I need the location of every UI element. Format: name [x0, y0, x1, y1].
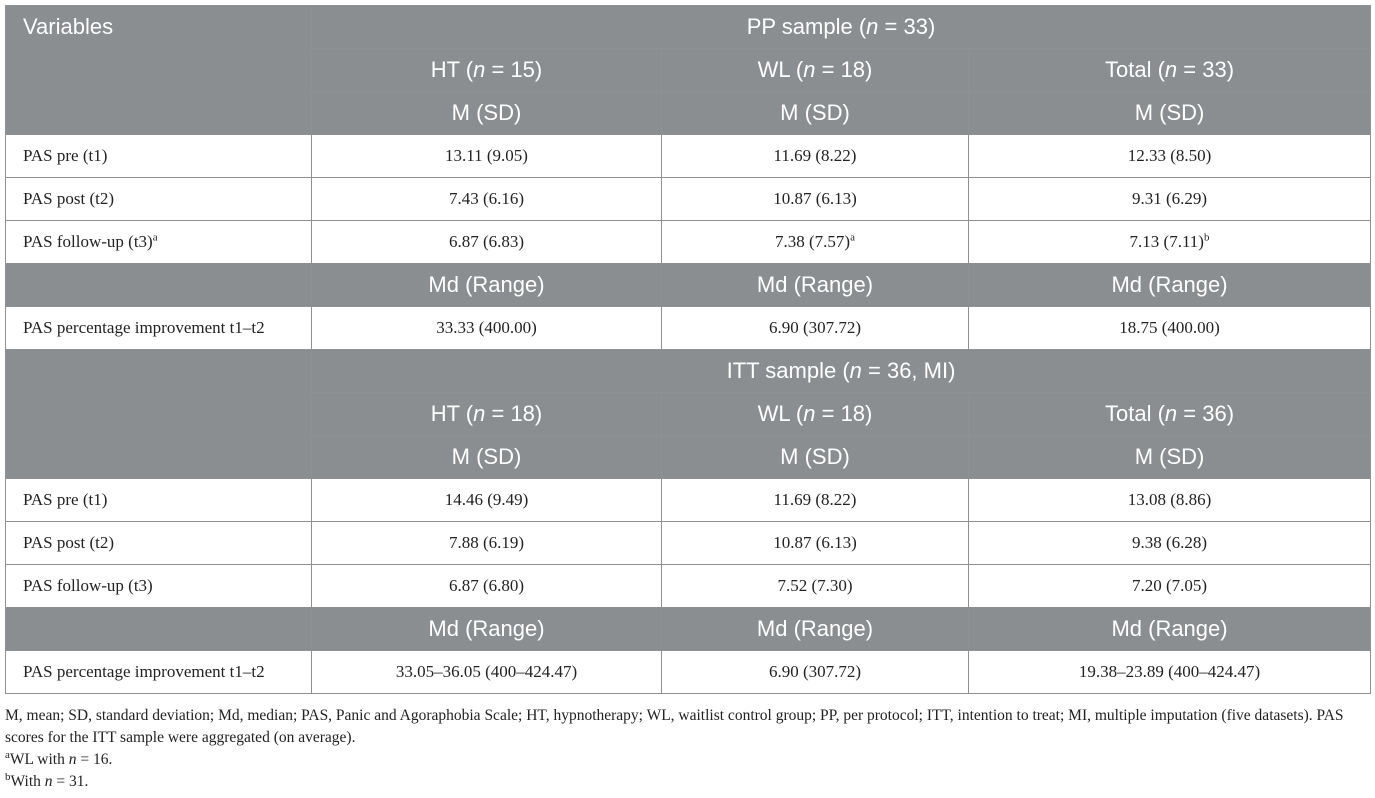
table-row — [6, 135, 1371, 178]
table-cell: 6.90 (307.72) — [662, 651, 969, 694]
table-cell: 9.31 (6.29) — [969, 178, 1371, 221]
table-row — [6, 522, 1371, 565]
table-cell: 7.20 (7.05) — [969, 565, 1371, 608]
table-row — [6, 651, 1371, 694]
pp-stat-header-row — [6, 92, 1371, 135]
blank-header-cell — [6, 264, 312, 307]
blank-header-cell — [6, 92, 312, 135]
table-cell: 13.08 (8.86) — [969, 479, 1371, 522]
table-cell: 7.88 (6.19) — [312, 522, 662, 565]
table-cell: 33.05–36.05 (400–424.47) — [312, 651, 662, 694]
itt-group-header-row — [6, 393, 1371, 436]
table-cell: 7.52 (7.30) — [662, 565, 969, 608]
row-label: PAS pre (t1) — [6, 135, 312, 178]
pp-ht-stat-label: M (SD) — [312, 92, 662, 135]
row-label: PAS pre (t1) — [6, 479, 312, 522]
table-cell: 11.69 (8.22) — [662, 479, 969, 522]
itt-stat-header-row — [6, 436, 1371, 479]
table-cell: 19.38–23.89 (400–424.47) — [969, 651, 1371, 694]
itt-total-header: Total (n = 36) — [969, 393, 1371, 436]
table-cell: 7.38 $(7.57)^a$ — [662, 221, 969, 264]
table-cell: 6.87 (6.80) — [312, 565, 662, 608]
results-table — [5, 5, 1371, 694]
blank-header-cell — [6, 436, 312, 479]
itt-wl-header: WL (n = 18) — [662, 393, 969, 436]
table-cell: 10.87 (6.13) — [662, 522, 969, 565]
table-row — [6, 221, 1371, 264]
footnote-marker: b — [1203, 231, 1210, 244]
itt-total-median-label: Md (Range) — [969, 608, 1371, 651]
table-cell: 6.90 (307.72) — [662, 307, 969, 350]
table-row — [6, 479, 1371, 522]
itt-sample-header-row — [6, 350, 1371, 393]
pp-median-header-row — [6, 264, 1371, 307]
table-cell: 11.69 (8.22) — [662, 135, 969, 178]
footnote-a: $^a$WL with n = 16. — [5, 748, 113, 768]
itt-sample-title: ITT sample (n = 36, MI) — [312, 350, 1371, 393]
pp-wl-header: WL (n = 18) — [662, 49, 969, 92]
itt-median-header-row — [6, 608, 1371, 651]
row-label: PAS percentage improvement t1–t2 — [6, 651, 312, 694]
row-label: PAS percentage improvement t1–t2 — [6, 307, 312, 350]
itt-ht-median-label: Md (Range) — [312, 608, 662, 651]
row-label: PAS follow-up (t3) — [6, 565, 312, 608]
itt-total-stat-label: M (SD) — [969, 436, 1371, 479]
table-cell: 33.33 (400.00) — [312, 307, 662, 350]
table-cell: 13.11 (9.05) — [312, 135, 662, 178]
footnote-b: $^b$With n = 31. — [5, 770, 89, 790]
itt-wl-stat-label: M (SD) — [662, 436, 969, 479]
table-row — [6, 307, 1371, 350]
pp-wl-stat-label: M (SD) — [662, 92, 969, 135]
blank-header-cell — [6, 49, 312, 92]
pp-sample-title: PP sample (n = 33) — [312, 6, 1371, 49]
pp-total-median-label: Md (Range) — [969, 264, 1371, 307]
pp-sample-header-row — [6, 6, 1371, 49]
table-cell: 6.87 (6.83) — [312, 221, 662, 264]
footnote-marker: a — [850, 231, 855, 244]
row-label: PAS post (t2) — [6, 522, 312, 565]
blank-header-cell — [6, 350, 312, 393]
abbreviations-note: M, mean; SD, standard deviation; Md, median; PAS, Panic and Agoraphobia Scale; HT, hypnotherapy; WL, waitlist control group; PP, per protocol; ITT, intention to treat; MI, multiple imputation (five datasets). PAS scores for the ITT sample were aggregated (on average). — [5, 707, 1344, 746]
table-footnotes — [5, 705, 1370, 793]
itt-wl-median-label: Md (Range) — [662, 608, 969, 651]
table-row — [6, 565, 1371, 608]
table-cell: 9.38 (6.28) — [969, 522, 1371, 565]
itt-ht-stat-label: M (SD) — [312, 436, 662, 479]
table-cell: 10.87 (6.13) — [662, 178, 969, 221]
blank-header-cell — [6, 608, 312, 651]
table-cell: 7.43 (6.16) — [312, 178, 662, 221]
table-cell: 14.46 (9.49) — [312, 479, 662, 522]
pp-ht-median-label: Md (Range) — [312, 264, 662, 307]
pp-ht-header: HT (n = 15) — [312, 49, 662, 92]
pp-wl-median-label: Md (Range) — [662, 264, 969, 307]
table-cell: 7.13 $(7.11)^b$ — [969, 221, 1371, 264]
itt-ht-header: HT (n = 18) — [312, 393, 662, 436]
table-cell: 12.33 (8.50) — [969, 135, 1371, 178]
footnote-marker: a — [152, 231, 158, 244]
blank-header-cell — [6, 393, 312, 436]
row-label: PAS follow-up $(t3)^a$ — [6, 221, 312, 264]
table-cell: 18.75 (400.00) — [969, 307, 1371, 350]
pp-group-header-row — [6, 49, 1371, 92]
pp-total-header: Total (n = 33) — [969, 49, 1371, 92]
row-label: PAS post (t2) — [6, 178, 312, 221]
table-row — [6, 178, 1371, 221]
pp-total-stat-label: M (SD) — [969, 92, 1371, 135]
variables-header: Variables — [6, 6, 312, 49]
